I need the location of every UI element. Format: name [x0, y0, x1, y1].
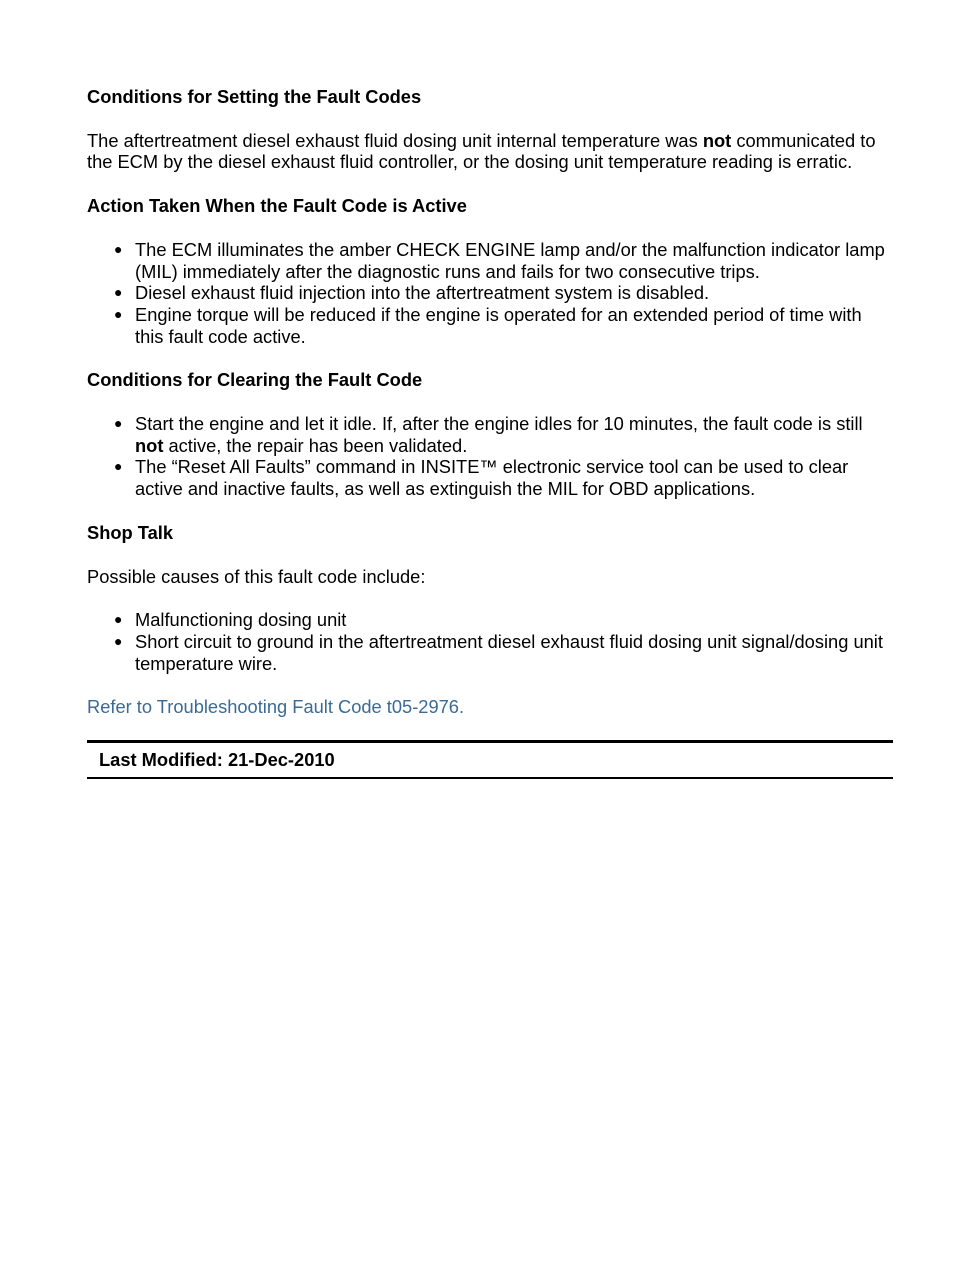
heading-action-taken: Action Taken When the Fault Code is Active: [87, 195, 467, 217]
action-list: [87, 239, 893, 348]
list-item-text: The ECM illuminates the amber CHECK ENGINE lamp and/or the malfunction indicator lamp (MIL) immediately after the diagnostic runs and fails for two consecutive trips.: [135, 238, 885, 282]
setting-conditions-text: [87, 130, 893, 173]
setting-text-before: The aftertreatment diesel exhaust fluid dosing unit internal temperature was: [87, 129, 703, 151]
list-item: [114, 238, 893, 282]
clearing-item1-after: active, the repair has been validated.: [163, 434, 468, 456]
setting-text-after: communicated to the ECM by the diesel exhaust fluid controller, or the dosing unit temperature reading is erratic.: [87, 129, 876, 173]
clearing-item1-before: Start the engine and let it idle. If, after the engine idles for 10 minutes, the fault code is still: [135, 413, 863, 435]
setting-text-bold: not: [702, 129, 732, 151]
heading-shop-talk: Shop Talk: [87, 521, 173, 543]
list-item: [114, 413, 893, 456]
heading-clearing-conditions: Conditions for Clearing the Fault Code: [87, 369, 423, 391]
list-item-text: Short circuit to ground in the aftertreatment diesel exhaust fluid dosing unit signal/dosing unit temperature wire.: [135, 630, 883, 674]
shop-talk-intro: Possible causes of this fault code include:: [87, 565, 426, 587]
list-item: [114, 303, 893, 347]
bullet-icon: ●: [114, 284, 123, 301]
causes-list: [87, 609, 893, 674]
heading-setting-conditions: Conditions for Setting the Fault Codes: [87, 86, 422, 107]
list-item-text: Engine torque will be reduced if the engine is operated for an extended period of time with this fault code active.: [135, 303, 862, 347]
bullet-icon: ●: [114, 415, 123, 432]
list-item: [114, 630, 893, 674]
bullet-icon: ●: [114, 632, 123, 649]
clearing-list: [87, 413, 893, 500]
bullet-icon: ●: [114, 458, 123, 475]
list-item: [114, 282, 893, 304]
list-item: [114, 456, 893, 500]
bullet-icon: ●: [114, 240, 123, 257]
bullet-icon: ●: [114, 305, 123, 322]
document-content: [87, 86, 893, 779]
bullet-icon: ●: [114, 611, 123, 628]
list-item: [114, 609, 893, 631]
troubleshooting-link[interactable]: Refer to Troubleshooting Fault Code t05-2976.: [87, 696, 465, 718]
footer-last-modified: Last Modified: 21-Dec-2010: [87, 740, 893, 779]
list-item-text: Diesel exhaust fluid injection into the aftertreatment system is disabled.: [135, 282, 710, 304]
list-item-text: The “Reset All Faults” command in INSITE™ electronic service tool can be used to clear active and inactive faults, as well as extinguish the MIL for OBD applications.: [135, 456, 849, 500]
clearing-item1-bold: not: [135, 434, 164, 456]
list-item-text: Malfunctioning dosing unit: [135, 609, 347, 631]
